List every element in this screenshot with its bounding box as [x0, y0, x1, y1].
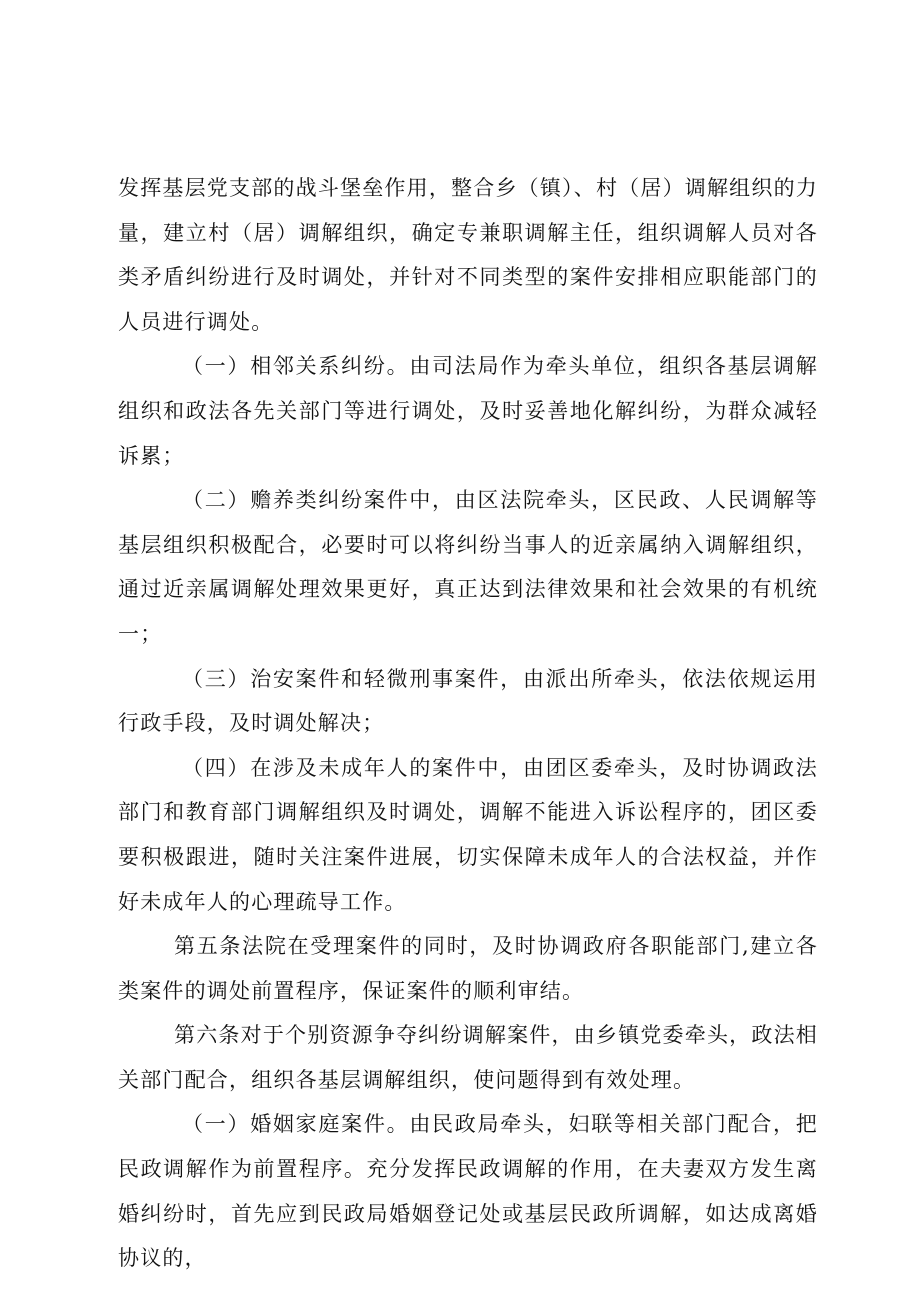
paragraph-7: 第六条对于个别资源争夺纠纷调解案件，由乡镇党委牵头，政法相关部门配合，组织各基层调解组织，使问题得到有效处理。: [118, 1023, 818, 1092]
paragraph-6: 第五条法院在受理案件的同时，及时协调政府各职能部门,建立各类案件的调处前置程序，保证案件的顺利审结。: [118, 934, 818, 1003]
paragraph-5: （四）在涉及未成年人的案件中，由团区委牵头，及时协调政法部门和教育部门调解组织及时调处，调解不能进入诉讼程序的，团区委要积极跟进，随时关注案件进展，切实保障未成年人的合法权益，并作好未成年人的心理疏导工作。: [118, 755, 818, 914]
paragraph-2: （一）相邻关系纠纷。由司法局作为牵头单位，组织各基层调解组织和政法各先关部门等进行调处，及时妥善地化解纠纷，为群众减轻诉累；: [118, 354, 818, 468]
paragraph-1: 发挥基层党支部的战斗堡垒作用，整合乡（镇）、村（居）调解组织的力量，建立村（居）调解组织，确定专兼职调解主任，组织调解人员对各类矛盾纠纷进行及时调处，并针对不同类型的案件安排相应职能部门的人员进行调处。: [118, 176, 818, 334]
paragraph-4: （三）治安案件和轻微刑事案件，由派出所牵头，依法依规运用行政手段，及时调处解决；: [118, 666, 818, 736]
paragraph-8: （一）婚姻家庭案件。由民政局牵头，妇联等相关部门配合，把民政调解作为前置程序。充分发挥民政调解的作用，在夫妻双方发生离婚纠纷时，首先应到民政局婚姻登记处或基层民政所调解，如达成离婚协议的，: [118, 1112, 818, 1271]
paragraph-3: （二）赡养类纠纷案件中，由区法院牵头，区民政、人民调解等基层组织积极配合，必要时可以将纠纷当事人的近亲属纳入调解组织，通过近亲属调解处理效果更好，真正达到法律效果和社会效果的有机统一；: [118, 488, 818, 646]
document-body: [118, 166, 818, 1281]
